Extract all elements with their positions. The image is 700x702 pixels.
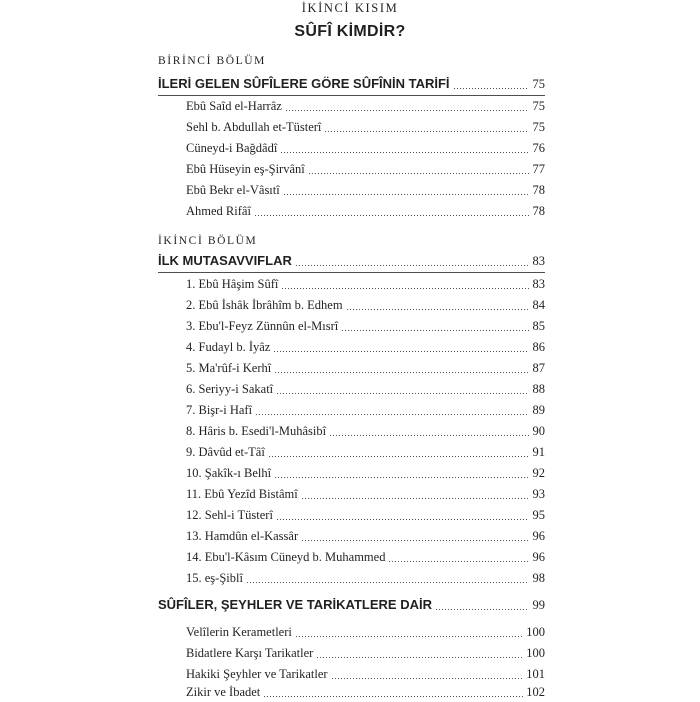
toc-page-number: 88 xyxy=(532,382,545,396)
toc-item-title: 14. Ebu'l-Kâsım Cüneyd b. Muhammed xyxy=(186,550,386,564)
toc-item[interactable] xyxy=(186,96,545,116)
leader-dots xyxy=(273,351,529,352)
leader-dots xyxy=(301,498,529,499)
toc-page-number: 77 xyxy=(532,162,545,176)
toc-item[interactable] xyxy=(186,568,545,588)
leader-dots xyxy=(331,678,525,679)
toc-page-number: 83 xyxy=(532,277,545,291)
part-label: İKİNCİ KISIM xyxy=(301,1,399,15)
toc-item-title: 8. Hâris b. Esedi'l-Muhâsibî xyxy=(186,424,327,438)
toc-page-number: 96 xyxy=(532,550,545,564)
toc-item[interactable] xyxy=(186,484,545,504)
leader-dots xyxy=(274,477,529,478)
toc-item[interactable] xyxy=(186,421,545,441)
leader-dots xyxy=(276,519,529,520)
leader-dots xyxy=(285,110,529,111)
toc-item-title: 10. Şakîk-ı Belhî xyxy=(186,466,272,480)
toc-item[interactable] xyxy=(186,682,545,702)
leader-dots xyxy=(283,194,529,195)
leader-dots xyxy=(246,582,529,583)
toc-item-title: Ebû Saîd el-Harrâz xyxy=(186,99,282,113)
toc-page-number: 99 xyxy=(532,598,545,612)
leader-dots xyxy=(255,414,529,415)
toc-page-number: 90 xyxy=(532,424,545,438)
toc-page-number: 98 xyxy=(532,571,545,585)
part-title: SÛFÎ KİMDİR? xyxy=(294,23,406,40)
leader-dots xyxy=(254,215,529,216)
toc-item-title: 7. Bişr-i Hafî xyxy=(186,403,253,417)
toc-page-number: 100 xyxy=(526,625,545,639)
leader-dots xyxy=(308,173,529,174)
toc-heading-title: İLK MUTASAVVIFLAR xyxy=(158,253,292,268)
toc-page-number: 89 xyxy=(532,403,545,417)
section-label: İKİNCİ BÖLÜM xyxy=(158,235,258,247)
toc-page-number: 78 xyxy=(532,183,545,197)
toc-page-number: 84 xyxy=(532,298,545,312)
toc-page-number: 76 xyxy=(532,141,545,155)
toc-item-title: 1. Ebû Hâşim Sûfî xyxy=(186,277,279,291)
toc-page-number: 87 xyxy=(532,361,545,375)
leader-dots xyxy=(295,265,529,266)
toc-item[interactable] xyxy=(186,138,545,158)
toc-item[interactable] xyxy=(186,337,545,357)
leader-dots xyxy=(453,88,529,89)
leader-dots xyxy=(276,393,529,394)
toc-page-number: 102 xyxy=(526,685,545,699)
toc-page-number: 86 xyxy=(532,340,545,354)
leader-dots xyxy=(329,435,529,436)
toc-item-title: Hakiki Şeyhler ve Tarikatler xyxy=(186,667,328,681)
toc-item-title: Cüneyd-i Bağdâdî xyxy=(186,141,278,155)
toc-item-title: 2. Ebû İshâk İbrâhîm b. Edhem xyxy=(186,298,343,312)
section-label: BİRİNCİ BÖLÜM xyxy=(158,55,267,67)
toc-item[interactable] xyxy=(186,117,545,137)
toc-item-title: Velîlerin Kerametleri xyxy=(186,625,292,639)
toc-item[interactable] xyxy=(186,505,545,525)
toc-page-number: 100 xyxy=(526,646,545,660)
toc-heading-title: İLERİ GELEN SÛFÎLERE GÖRE SÛFÎNİN TARİFİ xyxy=(158,76,450,91)
toc-page-number: 85 xyxy=(532,319,545,333)
toc-heading[interactable] xyxy=(158,74,545,94)
toc-item-title: 3. Ebu'l-Feyz Zünnûn el-Mısrî xyxy=(186,319,339,333)
toc-item-title: 11. Ebû Yezîd Bistâmî xyxy=(186,487,298,501)
leader-dots xyxy=(324,131,529,132)
toc-item[interactable] xyxy=(186,463,545,483)
leader-dots xyxy=(435,609,529,610)
toc-item[interactable] xyxy=(186,622,545,642)
toc-heading[interactable] xyxy=(158,251,545,271)
toc-page-number: 83 xyxy=(532,254,545,268)
leader-dots xyxy=(295,636,524,637)
toc-item-title: 12. Sehl-i Tüsterî xyxy=(186,508,273,522)
toc-item-title: Ahmed Rifâî xyxy=(186,204,251,218)
toc-item-title: 5. Ma'rûf-i Kerhî xyxy=(186,361,272,375)
leader-dots xyxy=(346,309,529,310)
toc-item[interactable] xyxy=(186,379,545,399)
toc-heading[interactable] xyxy=(158,595,545,615)
toc-page-number: 75 xyxy=(532,77,545,91)
toc-page-number: 75 xyxy=(532,99,545,113)
toc-item-title: 4. Fudayl b. İyâz xyxy=(186,340,271,354)
toc-page-number: 91 xyxy=(532,445,545,459)
toc-item-title: Ebû Bekr el-Vâsıtî xyxy=(186,183,280,197)
leader-dots xyxy=(268,456,529,457)
toc-page-number: 101 xyxy=(526,667,545,681)
heading-rule xyxy=(158,272,545,273)
toc-item[interactable] xyxy=(186,526,545,546)
toc-heading-title: SÛFÎLER, ŞEYHLER VE TARİKATLERE DAİR xyxy=(158,597,432,612)
toc-item-title: 13. Hamdûn el-Kassâr xyxy=(186,529,299,543)
toc-item[interactable] xyxy=(186,442,545,462)
toc-item[interactable] xyxy=(186,295,545,315)
leader-dots xyxy=(301,540,529,541)
toc-item[interactable] xyxy=(186,547,545,567)
toc-item[interactable] xyxy=(186,400,545,420)
toc-item-title: Bidatlere Karşı Tarikatler xyxy=(186,646,314,660)
toc-item[interactable] xyxy=(186,201,545,221)
leader-dots xyxy=(316,657,524,658)
toc-page-number: 75 xyxy=(532,120,545,134)
leader-dots xyxy=(280,152,529,153)
toc-item[interactable] xyxy=(186,274,545,294)
toc-item-title: Zikir ve İbadet xyxy=(186,685,261,699)
leader-dots xyxy=(341,330,529,331)
toc-item[interactable] xyxy=(186,180,545,200)
leader-dots xyxy=(388,561,529,562)
toc-page-number: 78 xyxy=(532,204,545,218)
toc-page-number: 93 xyxy=(532,487,545,501)
toc-item[interactable] xyxy=(186,316,545,336)
leader-dots xyxy=(274,372,529,373)
toc-item[interactable] xyxy=(186,358,545,378)
leader-dots xyxy=(263,696,524,697)
toc-item[interactable] xyxy=(186,643,545,663)
toc-item-title: 15. eş-Şiblî xyxy=(186,571,243,585)
toc-item[interactable] xyxy=(186,159,545,179)
toc-item-title: Sehl b. Abdullah et-Tüsterî xyxy=(186,120,322,134)
toc-item[interactable] xyxy=(186,664,545,684)
toc-page-number: 92 xyxy=(532,466,545,480)
toc-page-number: 96 xyxy=(532,529,545,543)
leader-dots xyxy=(281,288,529,289)
toc-item-title: 9. Dâvûd et-Tâî xyxy=(186,445,265,459)
toc-page-number: 95 xyxy=(532,508,545,522)
toc-item-title: Ebû Hüseyin eş-Şirvânî xyxy=(186,162,305,176)
toc-item-title: 6. Seriyy-i Sakatî xyxy=(186,382,274,396)
